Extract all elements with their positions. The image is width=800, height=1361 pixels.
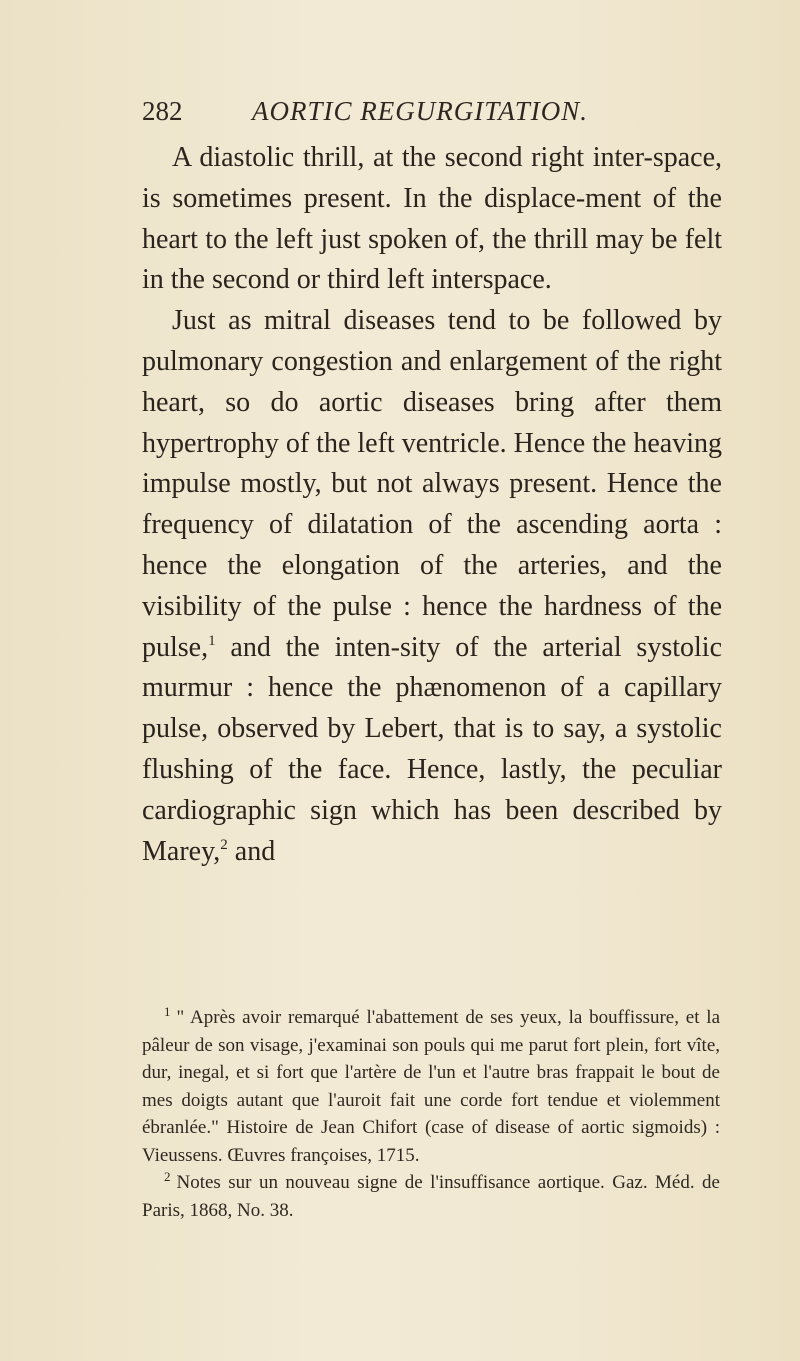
page-number: 282 bbox=[142, 96, 183, 126]
footnote-reference: 1 bbox=[208, 632, 216, 649]
footnote bbox=[142, 1004, 720, 1169]
running-head bbox=[142, 96, 702, 136]
paragraph: A diastolic thrill, at the second right inter-space, is sometimes present. In the displace-ment of the heart to the left just spoken of, the thrill may be felt in the second or third left interspace. bbox=[142, 142, 722, 296]
paragraph-text: and the inten-sity of the arterial systolic murmur : hence the phænomenon of a capillary pulse, observed by Lebert, that is to say, a systolic flushing of the face. Hence, lastly, the peculiar cardiographic sign which has been described by Marey, bbox=[142, 631, 722, 867]
paragraph bbox=[142, 301, 722, 872]
footnote-marker: 1 bbox=[164, 1004, 171, 1019]
footnotes bbox=[142, 1004, 720, 1224]
footnote-text: Notes sur un nouveau signe de l'insuffisance aortique. Gaz. Méd. de Paris, 1868, No. 38. bbox=[142, 1172, 720, 1221]
footnote-reference: 2 bbox=[220, 836, 228, 853]
body-text bbox=[142, 138, 722, 872]
footnote-text: " Après avoir remarqué l'abattement de ses yeux, la bouffissure, et la pâleur de son visage, j'examinai son pouls qui me parut fort plein, fort vîte, dur, inegal, et si fort que l'artère de l'un et l'autre bras frappait le bout de mes doigts autant que l'auroit fait une corde fort tendue et violemment ébranlée." Histoire de Jean Chifort (case of disease of aortic sigmoids) : Vieussens. Œuvres françoises, 1715. bbox=[142, 1007, 720, 1166]
paragraph-text: and bbox=[227, 835, 276, 867]
running-title: AORTIC REGURGITATION. bbox=[252, 96, 588, 126]
footnote bbox=[142, 1169, 720, 1224]
footnote-marker: 2 bbox=[164, 1169, 171, 1184]
paragraph-text: Just as mitral diseases tend to be followed by pulmonary congestion and enlargement of the right heart, so do aortic diseases bring after them hypertrophy of the left ventricle. Hence the heaving impulse mostly, but not always present. Hence the frequency of dilatation of the ascending aorta : hence the elongation of the arteries, and the visibility of the pulse : hence the hardness of the pulse, bbox=[142, 305, 722, 663]
